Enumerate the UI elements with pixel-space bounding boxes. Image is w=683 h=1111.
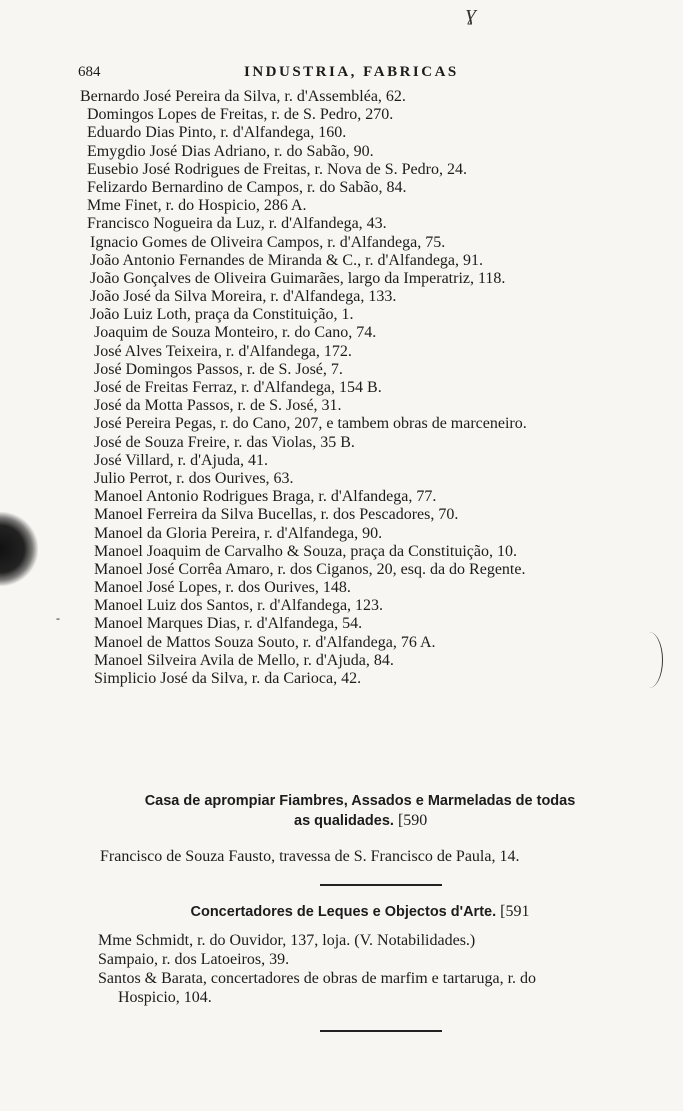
list-item: Mme Finet, r. do Hospicio, 286 A. [87,197,307,215]
list-item: José Villard, r. d'Ajuda, 41. [94,451,269,469]
ink-blot [0,512,38,586]
list-item: Eduardo Dias Pinto, r. d'Alfandega, 160. [87,124,347,142]
list-item: Manoel da Gloria Pereira, r. d'Alfandega, 90. [94,524,383,542]
section-heading-591 [90,902,630,922]
section-heading-590 [90,792,630,811]
section-entry: Francisco de Souza Fausto, travessa de S. Francisco de Paula, 14. [100,848,520,865]
list-item: Joaquim de Souza Monteiro, r. do Cano, 74. [94,324,377,342]
list-item: Domingos Lopes de Freitas, r. de S. Pedro, 270. [87,106,394,124]
list-item: José Domingos Passos, r. de S. José, 7. [94,360,343,378]
list-item: Manoel Ferreira da Silva Bucellas, r. dos Pescadores, 70. [94,506,459,524]
page-number: 684 [78,64,101,80]
list-item: Emygdio José Dias Adriano, r. do Sabão, 90. [87,142,374,160]
list-item [98,969,668,1007]
list-item: Eusebio José Rodrigues de Freitas, r. Nova de S. Pedro, 24. [87,160,467,178]
list-item: Francisco Nogueira da Luz, r. d'Alfandega, 43. [87,215,387,233]
list-item: Ignacio Gomes de Oliveira Campos, r. d'Alfandega, 75. [90,233,446,251]
list-item: Manoel José Corrêa Amaro, r. dos Ciganos, 20, esq. da do Regente. [94,560,526,578]
list-item: Manoel José Lopes, r. dos Ourives, 148. [94,579,351,597]
entry-list-591 [98,931,668,1007]
list-item: José Alves Teixeira, r. d'Alfandega, 172. [94,342,352,360]
list-item: João Antonio Fernandes de Miranda & C., r. d'Alfandega, 91. [90,251,484,269]
section-divider [320,884,442,886]
list-item: Manoel Joaquim de Carvalho & Souza, praça da Constituição, 10. [94,542,518,560]
list-item: Manoel Luiz dos Santos, r. d'Alfandega, 123. [94,597,384,615]
list-item: José de Freitas Ferraz, r. d'Alfandega, 154 B. [94,379,382,396]
list-item: Manoel Marques Dias, r. d'Alfandega, 54. [94,615,363,633]
list-item: Simplicio José da Silva, r. da Carioca, 42. [94,670,362,687]
page-header [74,64,634,84]
margin-dash: - [56,611,60,625]
running-head: INDUSTRIA, FABRICAS [244,64,459,80]
list-item: José de Souza Freire, r. das Violas, 35 B. [94,433,355,451]
list-item: João Luiz Loth, praça da Constituição, 1. [90,306,354,324]
list-item: Manoel de Mattos Souza Souto, r. d'Alfandega, 76 A. [94,633,436,651]
handwritten-mark: ɣ [466,0,477,25]
list-item: Mme Schmidt, r. do Ouvidor, 137, loja. (V. Notabilidades.) [98,932,476,949]
section-heading-590-line2 [186,811,486,831]
list-item: Manoel Antonio Rodrigues Braga, r. d'Alfandega, 77. [94,488,437,506]
entry-continuation: Hospicio, 104. [118,989,212,1006]
list-item: João José da Silva Moreira, r. d'Alfandega, 133. [90,288,397,306]
list-item: Sampaio, r. dos Latoeiros, 39. [98,951,290,968]
list-item: João Gonçalves de Oliveira Guimarães, largo da Imperatriz, 118. [90,269,506,287]
list-item: José Pereira Pegas, r. do Cano, 207, e tambem obras de marceneiro. [94,415,527,433]
list-item: Manoel Silveira Avila de Mello, r. d'Ajuda, 84. [94,651,394,669]
section-number: [591 [500,903,530,920]
section-heading-line2: as qualidades. [294,813,394,829]
entry-list [80,88,670,688]
list-item: Julio Perrot, r. dos Ourives, 63. [94,469,294,487]
section-heading-line1: Casa de aprompiar Fiambres, Assados e Marmeladas de todas [144,793,576,809]
entry-line: Santos & Barata, concertadores de obras de marfim e tartaruga, r. do [98,970,537,987]
section-heading-text: Concertadores de Leques e Objectos d'Arte. [190,904,497,920]
section-number: [590 [397,812,428,829]
list-item: Felizardo Bernardino de Campos, r. do Sabão, 84. [87,178,407,196]
list-item: José da Motta Passos, r. de S. José, 31. [94,397,342,415]
section-divider [320,1030,442,1032]
list-item: Bernardo José Pereira da Silva, r. d'Assembléa, 62. [80,88,406,105]
